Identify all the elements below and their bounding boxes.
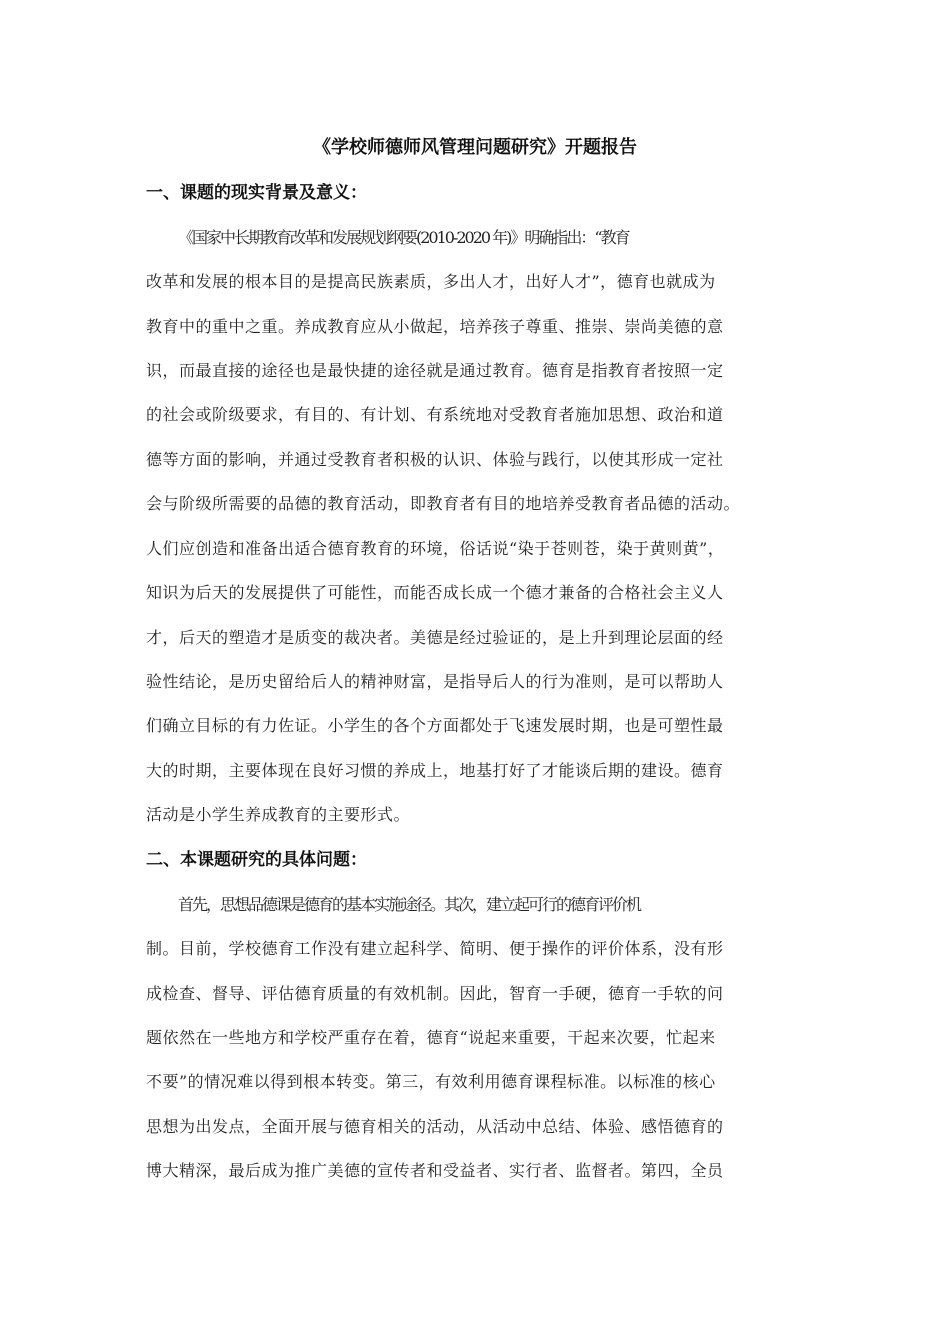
- paragraph-line: 识，而最直接的途径也是最快捷的途径就是通过教育。德育是指教育者按照一定: [146, 361, 724, 380]
- paragraph-line: 《国家中长期教育改革和发展规划纲要(2010-2020 年)》明确指出：“教育: [178, 228, 629, 247]
- paragraph-line: 验性结论，是历史留给后人的精神财富，是指导后人的行为准则，是可以帮助人: [146, 672, 724, 691]
- paragraph-line: 不要”的情况难以得到根本转变。第三，有效利用德育课程标准。以标准的核心: [146, 1072, 716, 1091]
- paragraph-line: 改革和发展的根本目的是提高民族素质，多出人才，出好人才”，德育也就成为: [146, 272, 716, 291]
- paragraph-line: 教育中的重中之重。养成教育应从小做起，培养孩子尊重、推崇、崇尚美德的意: [146, 317, 724, 336]
- paragraph-line: 活动是小学生养成教育的主要形式。: [146, 805, 411, 824]
- paragraph-line: 思想为出发点，全面开展与德育相关的活动，从活动中总结、体验、感悟德育的: [146, 1117, 724, 1136]
- paragraph-line: 制。目前，学校德育工作没有建立起科学、简明、便于操作的评价体系，没有形: [146, 939, 724, 958]
- paragraph-line: 们确立目标的有力佐证。小学生的各个方面都处于飞速发展时期，也是可塑性最: [146, 716, 724, 735]
- paragraph-line: 人们应创造和准备出适合德育教育的环境，俗话说“染于苍则苍，染于黄则黄”，: [146, 539, 725, 558]
- document-title: 《学校师德师风管理问题研究》开题报告: [313, 137, 637, 158]
- paragraph-line: 会与阶级所需要的品德的教育活动，即教育者有目的地培养受教育者品德的活动。: [146, 494, 741, 513]
- paragraph-line: 知识为后天的发展提供了可能性，而能否成长成一个德才兼备的合格社会主义人: [146, 583, 724, 602]
- paragraph-line: 德等方面的影响，并通过受教育者积极的认识、体验与践行，以使其形成一定社: [146, 450, 724, 469]
- paragraph-line: 题依然在一些地方和学校严重存在着，德育“说起来重要，干起来次要，忙起来: [146, 1028, 716, 1047]
- section-heading-background: 一、课题的现实背景及意义：: [146, 183, 367, 203]
- paragraph-line: 才，后天的塑造才是质变的裁决者。美德是经过验证的，是上升到理论层面的经: [146, 628, 724, 647]
- paragraph-line: 首先，思想品德课是德育的基本实施途径。其次，建立起可行的德育评价机: [178, 895, 641, 914]
- paragraph-line: 的社会或阶级要求，有目的、有计划、有系统地对受教育者施加思想、政治和道: [146, 405, 724, 424]
- paragraph-line: 大的时期，主要体现在良好习惯的养成上，地基打好了才能谈后期的建设。德育: [146, 761, 724, 780]
- paragraph-line: 成检查、督导、评估德育质量的有效机制。因此，智育一手硬，德育一手软的问: [146, 984, 724, 1003]
- section-heading-problems: 二、本课题研究的具体问题：: [146, 850, 367, 870]
- paragraph-line: 博大精深，最后成为推广美德的宣传者和受益者、实行者、监督者。第四，全员: [146, 1161, 724, 1180]
